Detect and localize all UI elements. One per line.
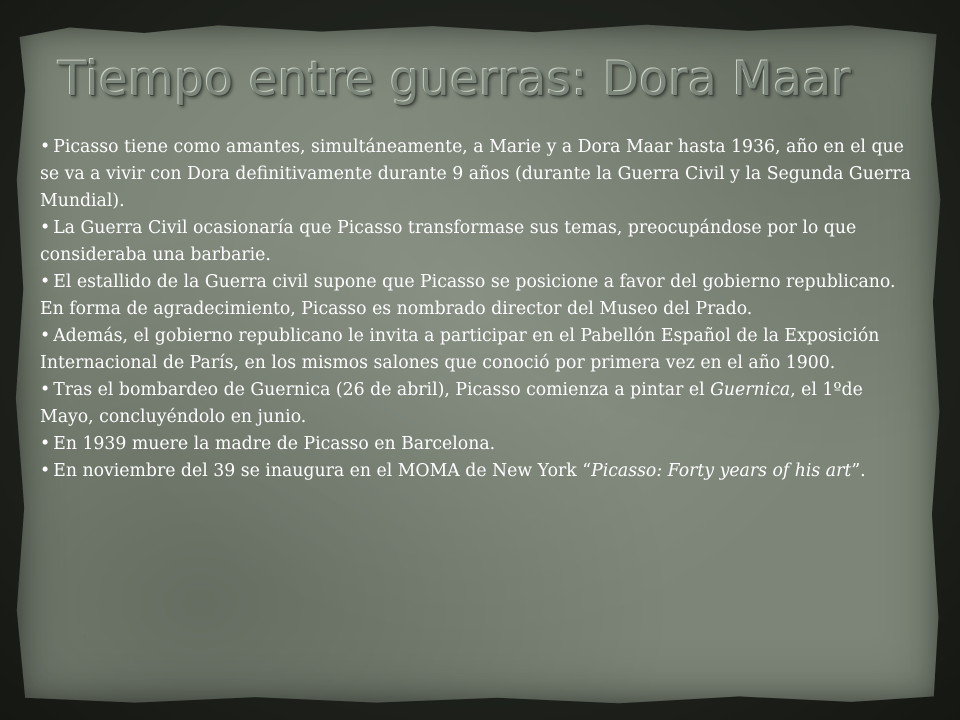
- bullet-list: [40, 134, 912, 485]
- bullet-text: Tras el bombardeo de Guernica (26 de abril), Picasso comienza a pintar el: [53, 380, 711, 400]
- bullet-item: [40, 377, 912, 431]
- bullet-icon: •: [40, 137, 51, 157]
- bullet-text: , el 1ºde Mayo, concluyéndolo en junio.: [40, 380, 863, 427]
- bullet-text: En noviembre del 39 se inaugura en el MOMA de New York “: [53, 461, 592, 481]
- bullet-item: [40, 323, 912, 377]
- bullet-text: La Guerra Civil ocasionaría que Picasso transformase sus temas, preocupándose por lo que consideraba una barbarie.: [40, 218, 857, 265]
- bullet-text: Picasso tiene como amantes, simultáneamente, a Marie y a Dora Maar hasta 1936, año en el que se va a vivir con Dora definitivamente durante 9 años (durante la Guerra Civil y la Segunda Guerra Mundial).: [40, 137, 911, 211]
- bullet-icon: •: [40, 326, 51, 346]
- artwork-title: Guernica: [710, 380, 791, 400]
- bullet-item: [40, 215, 912, 269]
- bullet-icon: •: [40, 434, 51, 454]
- bullet-item: [40, 269, 912, 323]
- bullet-item: [40, 458, 912, 485]
- bullet-item: [40, 134, 912, 215]
- bullet-icon: •: [40, 218, 51, 238]
- bullet-text: Además, el gobierno republicano le invita a participar en el Pabellón Español de la Exposición Internacional de París, en los mismos salones que conoció por primera vez en el año 1900.: [40, 326, 880, 373]
- bullet-icon: •: [40, 461, 51, 481]
- bullet-item: [40, 431, 912, 458]
- bullet-icon: •: [40, 272, 51, 292]
- bullet-icon: •: [40, 380, 51, 400]
- slide-title: Tiempo entre guerras: Dora Maar: [58, 52, 852, 107]
- bullet-text: En 1939 muere la madre de Picasso en Barcelona.: [53, 434, 496, 454]
- bullet-text: ”.: [851, 461, 866, 481]
- bullet-text: El estallido de la Guerra civil supone que Picasso se posicione a favor del gobierno republicano. En forma de agradecimiento, Picasso es nombrado director del Museo del Prado.: [40, 272, 896, 319]
- exhibition-title: Picasso: Forty years of his art: [591, 461, 852, 481]
